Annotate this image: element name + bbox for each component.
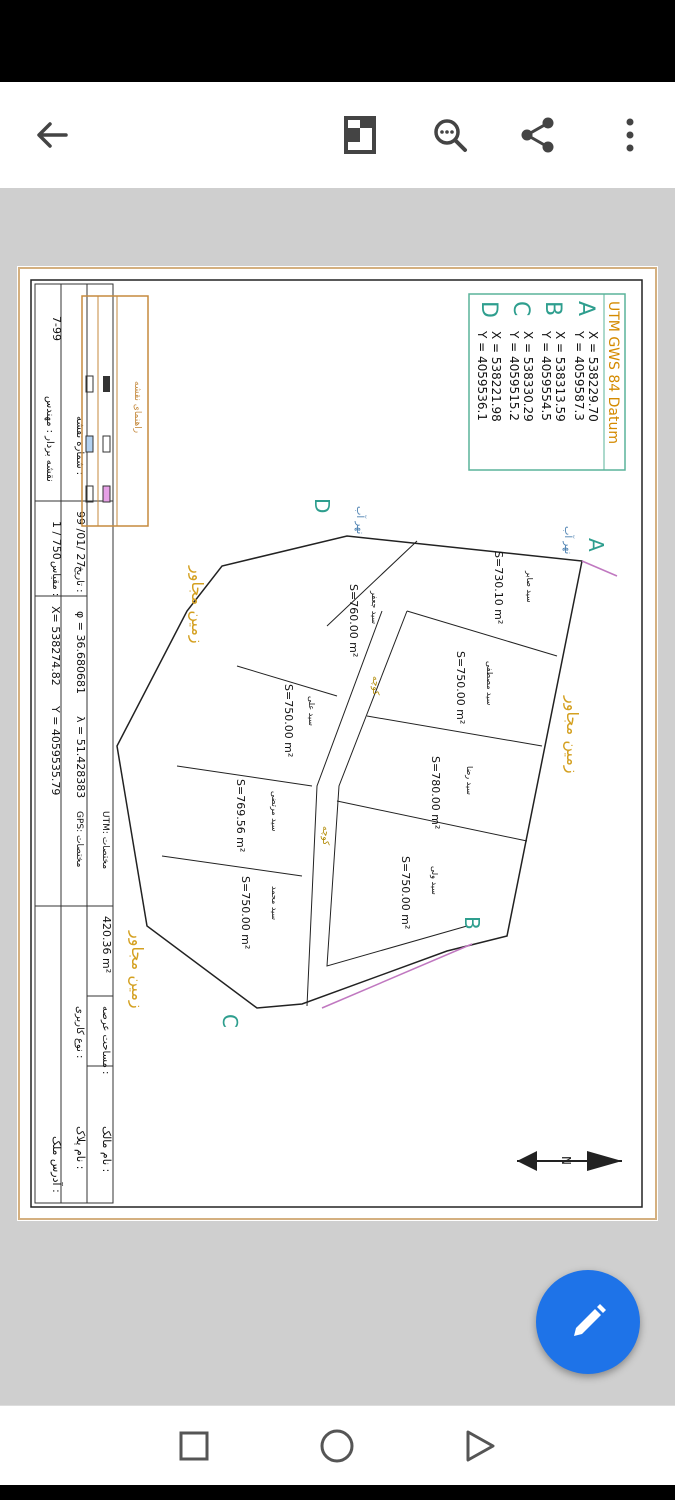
- parcel-name: سید مرتضی: [270, 791, 279, 832]
- parcel-area: S=750.00 m²: [454, 651, 467, 725]
- nav-back-button[interactable]: [458, 1424, 502, 1468]
- svg-text:X = 538330.29: X = 538330.29: [521, 331, 535, 422]
- more-vert-icon: [624, 117, 636, 153]
- date-label: تاریخ :: [74, 566, 85, 593]
- svg-text:B: B: [540, 301, 565, 317]
- svg-text:Y = 4059554.5: Y = 4059554.5: [539, 331, 553, 421]
- parcel-name: سید ولی: [430, 866, 439, 895]
- corner-c: C: [218, 1014, 242, 1028]
- date-value: 99 /01/ 27: [74, 511, 87, 568]
- map-number-value: 7-99: [50, 316, 63, 341]
- utm-note: UTM: مختصات: [100, 811, 110, 870]
- road-label: کوچه: [320, 826, 330, 846]
- scale-label: مقیاس :: [50, 561, 61, 597]
- home-button[interactable]: [315, 1424, 359, 1468]
- corner-b: B: [460, 916, 484, 930]
- neighbor-land-label: زمین مجاور: [188, 566, 207, 644]
- corner-d: D: [310, 498, 334, 514]
- gps-note: GPS: مختصات: [74, 811, 84, 868]
- svg-text:A: A: [573, 301, 598, 317]
- river-label: نهر آب: [562, 526, 573, 555]
- legend-title: راهنمای نقشه: [132, 381, 142, 434]
- parcel-area: S=750.00 m²: [282, 684, 295, 758]
- survey-map: [17, 266, 658, 1221]
- parcel-area: S=730.10 m²: [492, 551, 505, 625]
- svg-text:C: C: [508, 301, 533, 317]
- area-label: مساحت عرصه :: [100, 1006, 111, 1075]
- back-triangle-icon: [464, 1429, 496, 1463]
- neighbor-land-label: زمین مجاور: [563, 696, 582, 774]
- svg-text:Y = 4059515.2: Y = 4059515.2: [507, 331, 521, 421]
- coord-y: Y = 4059535.79: [49, 706, 62, 796]
- svg-text:X = 538221.98: X = 538221.98: [489, 331, 503, 422]
- recents-button[interactable]: [172, 1424, 216, 1468]
- parcel-area: S=780.00 m²: [429, 756, 442, 830]
- parcel-name: سید صابر: [525, 571, 534, 603]
- home-circle-icon: [319, 1428, 355, 1464]
- edit-pencil-icon: [566, 1300, 610, 1344]
- system-nav-bar: [0, 1405, 675, 1486]
- area-value: 420.36 m²: [100, 916, 113, 974]
- lambda-value: λ = 51.428383: [74, 716, 87, 799]
- parcel-name: سید علی: [307, 696, 316, 726]
- share-button[interactable]: [512, 109, 564, 161]
- search-button[interactable]: [424, 109, 476, 161]
- svg-text:N: N: [559, 1156, 573, 1165]
- app-toolbar: [0, 82, 675, 189]
- share-icon: [518, 115, 558, 155]
- page-layout-button[interactable]: [334, 109, 386, 161]
- back-button[interactable]: [26, 109, 78, 161]
- bottom-bar: [0, 1485, 675, 1500]
- coord-x: X= 538274.82: [49, 606, 62, 686]
- utm-coordinate-box: [469, 294, 625, 470]
- edit-fab-button[interactable]: [536, 1270, 640, 1374]
- neighbor-land-label: زمین مجاور: [128, 931, 147, 1009]
- svg-text:D: D: [476, 301, 501, 318]
- parcel-area: S=769.56 m²: [234, 779, 247, 853]
- phi-value: φ = 36.680681: [74, 611, 87, 694]
- utm-row-d: [475, 301, 503, 422]
- utm-row-c: [507, 301, 535, 422]
- utm-title: UTM GWS 84 Datum: [605, 301, 621, 444]
- road-label: کوچه: [370, 676, 380, 696]
- engineer-label: نقشه بردار : مهندس: [44, 396, 55, 482]
- document-page: [17, 266, 658, 1221]
- scale-value: 1 / 750: [50, 521, 63, 560]
- document-viewer[interactable]: [0, 188, 675, 1405]
- parcel-name: سید مصطفی: [485, 661, 494, 706]
- legend-box: [82, 296, 148, 526]
- utm-row-a: [572, 301, 600, 422]
- svg-text:Y = 4059587.3: Y = 4059587.3: [572, 331, 586, 421]
- north-arrow: [517, 1151, 622, 1171]
- parcel-area: S=750.00 m²: [399, 856, 412, 930]
- parcel-area: S=750.00 m²: [239, 876, 252, 950]
- parcel-area: S=760.00 m²: [347, 584, 360, 658]
- corner-a: A: [584, 538, 608, 552]
- parcel-name: سید محمد: [270, 886, 279, 921]
- owner-label: نام مالک :: [100, 1126, 113, 1173]
- address-label: آدرس ملک :: [50, 1136, 63, 1193]
- utm-row-b: [539, 301, 567, 422]
- svg-text:X = 538313.59: X = 538313.59: [553, 331, 567, 422]
- svg-text:X = 538229.70: X = 538229.70: [586, 331, 600, 422]
- location-label: نام پلاک :: [74, 1126, 87, 1170]
- recents-square-icon: [178, 1430, 210, 1462]
- zoom-search-icon: [430, 115, 470, 155]
- map-number-label: شماره نقشه :: [74, 416, 85, 476]
- more-options-button[interactable]: [604, 109, 656, 161]
- svg-text:Y = 4059536.1: Y = 4059536.1: [475, 331, 489, 421]
- status-bar: [0, 0, 675, 82]
- title-block: [35, 284, 113, 1203]
- page-layout-icon: [343, 115, 377, 155]
- usage-label: نوع کاربری :: [74, 1006, 85, 1059]
- river-label: نهر آب: [354, 506, 365, 535]
- parcel-name: سید جعفر: [370, 591, 379, 625]
- back-icon: [32, 115, 72, 155]
- parcel-name: سید رضا: [465, 766, 474, 795]
